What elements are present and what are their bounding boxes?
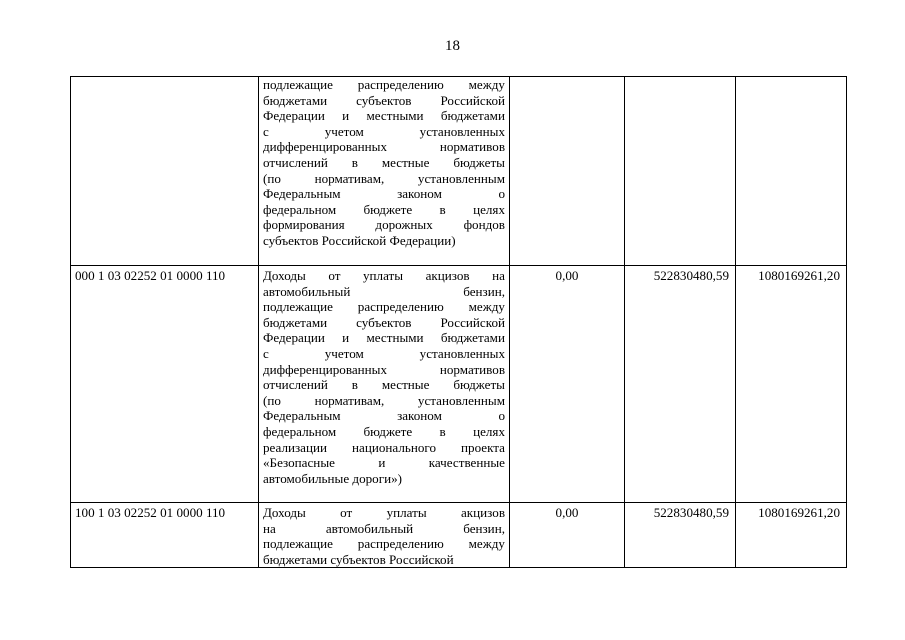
word: в <box>351 377 358 393</box>
word: нормативов <box>439 361 505 377</box>
cell-name-line <box>263 440 505 456</box>
word: реализации <box>263 439 327 455</box>
word: подлежащие <box>263 299 333 315</box>
cell-name-line <box>263 393 505 409</box>
word: между <box>468 536 505 552</box>
word: местные <box>381 377 430 393</box>
word: бензин, <box>463 520 505 536</box>
word: автомобильный <box>263 283 351 299</box>
word: между <box>468 299 505 315</box>
word: Доходы <box>263 505 306 520</box>
cell-value-2: 522830480,59 <box>625 503 736 568</box>
word: о <box>498 186 505 202</box>
word: субъектов <box>356 92 412 108</box>
cell-name-line <box>263 521 505 537</box>
table-row <box>71 77 847 266</box>
cell-name-line <box>263 171 505 187</box>
cell-name-line <box>263 536 505 552</box>
word: законом <box>397 408 442 424</box>
word: субъектов <box>356 314 412 330</box>
word: местными <box>366 108 424 124</box>
cell-name-line <box>263 346 505 362</box>
word: Доходы <box>263 268 306 283</box>
table-row <box>71 266 847 503</box>
word: целях <box>473 423 505 439</box>
cell-name <box>259 503 510 568</box>
word: Российской <box>440 92 505 108</box>
cell-name-line <box>263 284 505 300</box>
cell-name-line: автомобильные дороги») <box>263 470 402 486</box>
word: Федерации <box>263 108 325 124</box>
word: бензин, <box>463 283 505 299</box>
word: бюджете <box>363 201 413 217</box>
cell-name <box>259 266 510 503</box>
word: бюджеты <box>453 154 505 170</box>
word: проекта <box>461 439 505 455</box>
word: бюджетами <box>263 92 328 108</box>
word: местные <box>381 154 430 170</box>
word: (по <box>263 170 281 186</box>
cell-name-line <box>263 186 505 202</box>
word: дифференцированных <box>263 361 388 377</box>
word: отчислений <box>263 377 328 393</box>
cell-name-line <box>263 139 505 155</box>
word: от <box>340 505 353 520</box>
word: Российской <box>440 314 505 330</box>
word: установленных <box>419 345 505 361</box>
word: дифференцированных <box>263 139 388 155</box>
word: целях <box>473 201 505 217</box>
word: акцизов <box>425 268 470 283</box>
word: национального <box>352 439 436 455</box>
word: Федеральным <box>263 186 341 202</box>
word: законом <box>397 186 442 202</box>
word: распределению <box>357 536 444 552</box>
table-row <box>71 503 847 568</box>
word: и <box>342 108 350 124</box>
word: о <box>498 408 505 424</box>
word: между <box>468 77 505 92</box>
word: федеральном <box>263 201 337 217</box>
word: Федерации <box>263 330 325 346</box>
word: уплаты <box>386 505 427 520</box>
word: акцизов <box>460 505 505 520</box>
word: отчислений <box>263 154 328 170</box>
word: в <box>351 154 358 170</box>
word: от <box>328 268 341 283</box>
word: в <box>439 201 446 217</box>
word: (по <box>263 392 281 408</box>
cell-name-line <box>263 155 505 171</box>
cell-name-line <box>263 124 505 140</box>
word: нормативам, <box>314 170 385 186</box>
word: бюджеты <box>453 377 505 393</box>
cell-name-line <box>263 424 505 440</box>
word: федеральном <box>263 423 337 439</box>
word: установленным <box>417 392 505 408</box>
cell-name-line <box>263 77 505 93</box>
cell-value-1: 0,00 <box>510 503 625 568</box>
cell-value-1: 0,00 <box>510 266 625 503</box>
cell-name <box>259 77 510 266</box>
word: уплаты <box>362 268 404 283</box>
word: местными <box>366 330 424 346</box>
word: бюджетами <box>440 330 505 346</box>
word: на <box>492 268 505 283</box>
word: нормативов <box>439 139 505 155</box>
cell-value-3: 1080169261,20 <box>736 503 847 568</box>
cell-value-2: 522830480,59 <box>625 266 736 503</box>
word: и <box>378 455 386 471</box>
word: распределению <box>357 299 444 315</box>
word: «Безопасные <box>263 455 335 471</box>
cell-name-line <box>263 362 505 378</box>
cell-value-3 <box>736 77 847 266</box>
cell-name-line <box>263 299 505 315</box>
word: с <box>263 123 269 139</box>
cell-name-line <box>263 108 505 124</box>
word: бюджетами <box>263 314 328 330</box>
word: в <box>439 423 446 439</box>
cell-name-line <box>263 455 505 471</box>
budget-table <box>70 76 847 568</box>
word: распределению <box>357 77 444 92</box>
cell-code: 000 1 03 02252 01 0000 110 <box>71 266 259 503</box>
cell-value-2 <box>625 77 736 266</box>
cell-name-line <box>263 217 505 233</box>
cell-value-1 <box>510 77 625 266</box>
page-number: 18 <box>445 38 460 54</box>
word: учетом <box>324 123 364 139</box>
word: с <box>263 345 269 361</box>
cell-name-line: субъектов Российской Федерации) <box>263 232 456 248</box>
word: бюджетами <box>440 108 505 124</box>
word: подлежащие <box>263 77 333 92</box>
cell-name-line: бюджетами субъектов Российской <box>263 551 454 567</box>
cell-name-line <box>263 315 505 331</box>
word: фондов <box>463 217 505 233</box>
cell-name-line <box>263 202 505 218</box>
cell-name-line <box>263 268 505 284</box>
cell-name-line <box>263 505 505 521</box>
word: качественные <box>428 455 505 471</box>
word: дорожных <box>375 217 433 233</box>
word: формирования <box>263 217 345 233</box>
cell-name-line <box>263 408 505 424</box>
word: автомобильный <box>325 520 414 536</box>
cell-code: 100 1 03 02252 01 0000 110 <box>71 503 259 568</box>
word: установленных <box>419 123 505 139</box>
word: и <box>342 330 350 346</box>
cell-value-3: 1080169261,20 <box>736 266 847 503</box>
word: учетом <box>324 345 364 361</box>
word: установленным <box>417 170 505 186</box>
word: на <box>263 520 276 536</box>
cell-name-line <box>263 377 505 393</box>
word: нормативам, <box>314 392 385 408</box>
cell-name-line <box>263 330 505 346</box>
cell-code <box>71 77 259 266</box>
word: подлежащие <box>263 536 333 552</box>
word: бюджете <box>363 423 413 439</box>
word: Федеральным <box>263 408 341 424</box>
cell-name-line <box>263 93 505 109</box>
